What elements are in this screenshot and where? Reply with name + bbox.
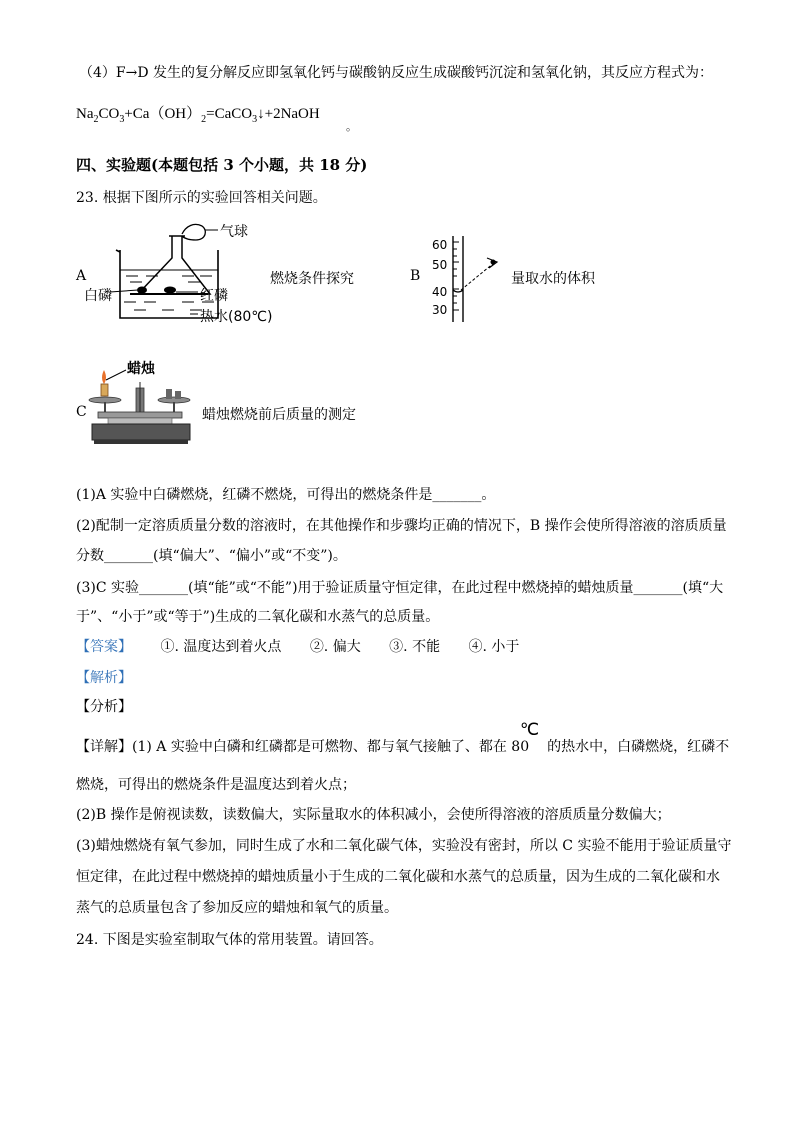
balance-base [92, 424, 190, 440]
eq-sub: 3 [252, 114, 258, 125]
figure-c-caption: 蜡烛燃烧前后质量的测定 [202, 407, 356, 423]
eq-tail: ↓+2NaOH [257, 106, 320, 122]
q23-stem: 23. 根据下图所示的实验回答相关问题。 [76, 190, 327, 206]
question-1: (1)A 实验中白磷燃烧，红磷不燃烧，可得出的燃烧条件是_______。 [76, 487, 496, 503]
candle-label: 蜡烛 [127, 361, 155, 377]
answer-item: ④. 小于 [468, 639, 520, 655]
tick-label: 40 [432, 285, 448, 299]
figure-a-letter: A [76, 268, 87, 284]
q22-part4-text: （4）F→D 发生的复分解反应即氢氧化钙与碳酸钠反应生成碳酸钙沉淀和氢氧化钠，其反应方程式为： [79, 65, 714, 81]
answer-item: ①. 温度达到着火点 [160, 639, 282, 655]
tick-label: 60 [432, 238, 448, 252]
q24-stem: 24. 下图是实验室制取气体的常用装置。请回答。 [76, 932, 383, 948]
detail-line-6: 蒸气的总质量包含了参加反应的蜡烛和氧气的质量。 [76, 900, 398, 916]
red-phosphorus [164, 287, 176, 294]
detail-line-3: (2)B 操作是俯视读数，读数偏大，实际量取水的体积减小，会使所得溶液的溶质质量分数偏大； [76, 807, 671, 823]
figure-b-letter: B [410, 268, 421, 284]
answer-tag: 【答案】 [76, 639, 132, 655]
balloon-label: 气球 [220, 224, 248, 240]
figure-a-caption: 燃烧条件探究 [270, 271, 354, 287]
detail-text: 的热水中，白磷燃烧，红磷不 [547, 739, 730, 755]
section-title: 四、实验题(本题包括 3 个小题，共 18 分) [76, 156, 368, 174]
figure-b-caption: 量取水的体积 [511, 271, 595, 287]
red-phosphorus-label: 红磷 [200, 288, 228, 304]
question-2-line2: 分数_______(填“偏大”、“偏小”或“不变”)。 [76, 548, 347, 564]
eq-sub: 2 [93, 114, 99, 125]
question-2-line1: (2)配制一定溶质质量分数的溶液时，在其他操作和步骤均正确的情况下，B 操作会使所得溶液的溶质质量 [76, 518, 727, 534]
weight [175, 391, 181, 399]
eq-sub: 2 [201, 114, 207, 125]
white-phosphorus-label: 白磷 [84, 288, 112, 304]
eq-period: 。 [346, 120, 357, 133]
analysis-tag: 【解析】 [76, 670, 132, 686]
candle [101, 384, 108, 396]
chemical-equation [76, 104, 320, 130]
answer-item: ②. 偏大 [309, 639, 361, 655]
question-3-line1: (3)C 实验_______(填“能”或“不能”)用于验证质量守恒定律，在此过程中燃烧掉的蜡烛质量_______(填“大 [76, 580, 724, 596]
tick-label: 50 [432, 258, 448, 272]
degree-symbol: ℃ [520, 720, 540, 739]
eq-sub: 3 [119, 114, 125, 125]
candle-flame [102, 370, 106, 384]
eq-na: Na [76, 106, 94, 122]
detail-text: 【详解】(1) A 实验中白磷和红磷都是可燃物、都与氧气接触了、都在 80 [76, 739, 530, 755]
detail-line-1 [76, 737, 729, 757]
white-phosphorus [137, 287, 147, 294]
answer-line [76, 637, 519, 657]
question-3-line2: 于”、“小于”或“等于”)生成的二氧化碳和水蒸气的总质量。 [76, 609, 440, 625]
fenxi-tag: 【分析】 [76, 699, 132, 715]
meniscus [453, 290, 463, 292]
answer-item: ③. 不能 [389, 639, 441, 655]
detail-line-2: 燃烧，可得出的燃烧条件是温度达到着火点； [76, 777, 356, 793]
eq-ca: +Ca（OH） [124, 106, 202, 122]
tick-label: 30 [432, 303, 448, 317]
balloon [182, 224, 205, 240]
figure-c-letter: C [76, 404, 87, 420]
hot-water-label: 热水(80℃) [200, 309, 273, 325]
detail-line-5: 恒定律，在此过程中燃烧掉的蜡烛质量小于生成的二氧化碳和水蒸气的总质量，因为生成的二氧化碳和水 [76, 869, 720, 885]
detail-line-4: (3)蜡烛燃烧有氧气参加，同时生成了水和二氧化碳气体，实验没有密封，所以 C 实验不能用于验证质量守 [76, 838, 732, 854]
eq-rest: =CaCO [206, 106, 253, 122]
beam [98, 412, 182, 418]
weight [166, 389, 172, 399]
sight-line [461, 262, 495, 290]
eq-co: CO [98, 106, 120, 122]
